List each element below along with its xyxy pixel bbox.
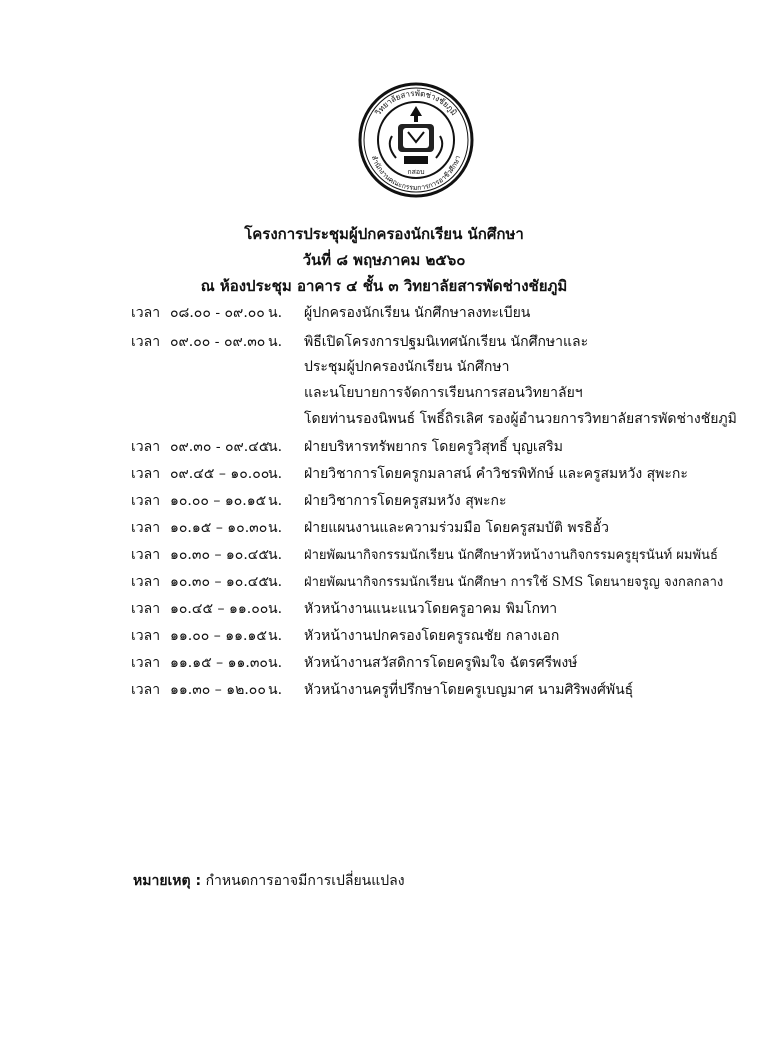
schedule-row	[0, 652, 768, 676]
svg-text:กสอบ: กสอบ	[407, 168, 425, 176]
time-label: เวลา	[131, 655, 161, 671]
time-range: ๑๑.๓๐ – ๑๒.๐๐	[170, 682, 266, 698]
time-range: ๑๐.๓๐ – ๑๐.๔๕	[170, 547, 269, 563]
agenda-description: หัวหน้างานครูที่ปรึกษาโดยครูเบญมาศ นามศิริพงศ์พันธุ์	[304, 682, 634, 698]
agenda-description: พิธีเปิดโครงการปฐมนิเทศนักเรียน นักศึกษาและ	[304, 334, 589, 350]
time-unit: น.	[268, 574, 283, 590]
schedule-row	[0, 517, 768, 541]
agenda-description: ฝ่ายวิชาการโดยครูสมหวัง สุพะกะ	[304, 493, 507, 509]
time-range: ๑๐.๐๐ – ๑๐.๑๕	[170, 493, 267, 509]
time-label: เวลา	[131, 547, 161, 563]
time-label: เวลา	[131, 601, 161, 617]
remark-label: หมายเหตุ :	[133, 873, 202, 889]
time-unit: น.	[268, 655, 283, 671]
document-venue: ณ ห้องประชุม อาคาร ๔ ชั้น ๓ วิทยาลัยสารพัดช่างชัยภูมิ	[200, 277, 568, 295]
time-unit: น.	[268, 520, 283, 536]
schedule-row	[0, 679, 768, 703]
svg-text:สำนักงานคณะกรรมการการอาชีวศึกษ: สำนักงานคณะกรรมการการอาชีวศึกษา	[369, 154, 463, 193]
time-label: เวลา	[131, 520, 161, 536]
agenda-description: ผู้ปกครองนักเรียน นักศึกษาลงทะเบียน	[304, 305, 531, 321]
time-label: เวลา	[131, 439, 161, 455]
document-title: โครงการประชุมผู้ปกครองนักเรียน นักศึกษา	[244, 225, 524, 243]
schedule-row	[0, 490, 768, 514]
time-range: ๑๑.๑๕ – ๑๑.๓๐	[170, 655, 268, 671]
remark-text: กำหนดการอาจมีการเปลี่ยนแปลง	[205, 873, 405, 889]
agenda-description: หัวหน้างานปกครองโดยครูรณชัย กลางเอก	[304, 628, 560, 644]
time-range: ๑๐.๑๕ – ๑๐.๓๐	[170, 520, 268, 536]
time-label: เวลา	[131, 305, 161, 321]
time-unit: น.	[268, 601, 283, 617]
schedule-row	[0, 302, 768, 326]
time-range: ๑๐.๔๕ – ๑๑.๐๐	[170, 601, 269, 617]
time-unit: น.	[268, 493, 283, 509]
agenda-continuation: โดยท่านรองนิพนธ์ โพธิ์ถิรเลิศ รองผู้อำนวยการวิทยาลัยสารพัดช่างชัยภูมิ	[304, 411, 737, 427]
time-label: เวลา	[131, 682, 161, 698]
time-range: ๐๙.๐๐ - ๐๙.๓๐	[170, 334, 266, 350]
schedule-row	[0, 463, 768, 487]
svg-text:วิทยาลัยสารพัดช่างชัยภูมิ: วิทยาลัยสารพัดช่างชัยภูมิ	[373, 88, 459, 118]
time-label: เวลา	[131, 493, 161, 509]
schedule-row	[0, 598, 768, 622]
time-unit: น.	[268, 628, 283, 644]
agenda-description: หัวหน้างานสวัสดิการโดยครูพิมใจ ฉัตรศรีพงษ์	[304, 655, 578, 671]
remark	[133, 870, 405, 892]
time-label: เวลา	[131, 334, 161, 350]
agenda-continuation: ประชุมผู้ปกครองนักเรียน นักศึกษา	[304, 359, 510, 375]
agenda-description: ฝ่ายแผนงานและความร่วมมือ โดยครูสมบัติ พรธิอั้ว	[304, 520, 609, 536]
time-range: ๐๙.๓๐ - ๐๙.๔๕	[170, 439, 270, 455]
time-unit: น.	[268, 305, 283, 321]
time-label: เวลา	[131, 466, 161, 482]
time-range: ๐๘.๐๐ - ๐๙.๐๐	[170, 305, 265, 321]
agenda-description: ฝ่ายบริหารทรัพยากร โดยครูวิสุทธิ์ บุญเสริม	[304, 439, 563, 455]
agenda-continuation: และนโยบายการจัดการเรียนการสอนวิทยาลัยฯ	[304, 385, 583, 401]
agenda-description: ฝ่ายพัฒนากิจกรรมนักเรียน นักศึกษาหัวหน้างานกิจกรรมครูยุรนันท์ ผมพันธ์	[304, 548, 718, 563]
time-unit: น.	[268, 682, 283, 698]
time-label: เวลา	[131, 574, 161, 590]
time-range: ๑๐.๓๐ – ๑๐.๔๕	[170, 574, 269, 590]
document-date: วันที่ ๘ พฤษภาคม ๒๕๖๐	[302, 251, 466, 269]
time-range: ๑๑.๐๐ – ๑๑.๑๕	[170, 628, 267, 644]
college-emblem-logo	[356, 80, 476, 200]
time-label: เวลา	[131, 628, 161, 644]
time-unit: น.	[268, 439, 283, 455]
schedule-row	[0, 625, 768, 649]
time-unit: น.	[268, 466, 283, 482]
time-unit: น.	[268, 334, 283, 350]
agenda-description: ฝ่ายพัฒนากิจกรรมนักเรียน นักศึกษา การใช้ SMS โดยนายจรูญ จงกลกลาง	[304, 575, 724, 590]
time-unit: น.	[268, 547, 283, 563]
schedule-row	[0, 571, 768, 595]
time-range: ๐๙.๔๕ – ๑๐.๐๐	[170, 466, 270, 482]
agenda-description: หัวหน้างานแนะแนวโดยครูอาคม พิมโกทา	[304, 601, 558, 617]
agenda-description: ฝ่ายวิชาการโดยครูกมลาสน์ คำวิชรพิทักษ์ และครูสมหวัง สุพะกะ	[304, 466, 688, 482]
schedule-row	[0, 436, 768, 460]
schedule-row	[0, 544, 768, 568]
schedule-row	[0, 331, 768, 355]
